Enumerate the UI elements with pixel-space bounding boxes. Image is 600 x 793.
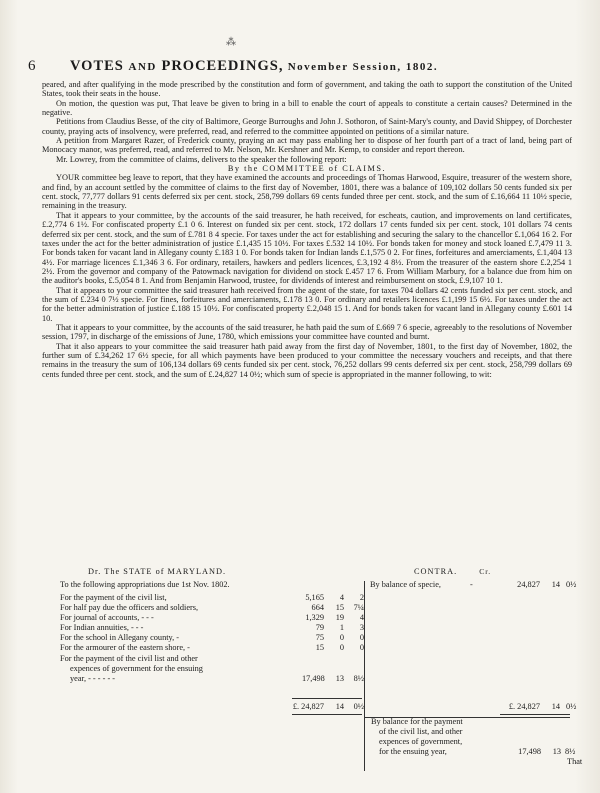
item-label: For Indian annuities, - - - xyxy=(60,623,144,633)
page-number: 6 xyxy=(28,58,37,74)
paragraph-lowrey: Mr. Lowrey, from the committee of claims, delivers to the speaker the following report: xyxy=(56,154,347,164)
running-title xyxy=(70,58,438,75)
item-pence: 4 xyxy=(359,613,364,623)
debit-heading: Dr. The STATE of MARYLAND. xyxy=(88,567,227,576)
item-pence: 0 xyxy=(359,633,364,643)
title-votes: VOTES xyxy=(70,58,129,74)
page-header xyxy=(28,58,580,76)
table-row xyxy=(60,654,360,664)
table-row xyxy=(60,613,364,623)
paragraph-petitions: Petitions from Claudius Besse, of the city of Baltimore, George Burroughs and John J. Sothoron, of Saint-Mary's county, and David Shippey, of Dorchester county, praying acts of insolvency, were preferred, read, and referred to the committee appointed on petitions of a similar nature. xyxy=(42,117,572,136)
catchword: That xyxy=(567,757,583,766)
paragraph-payments: That it also appears to your committee the said treasurer hath paid away from the first day of November, 1801, to the first day of November, 1802, the further sum of £.34,262 17 6½ specie, for all which payments have been produced to your committee the necessary vouchers and receipts, and that there remains in the treasury the sum of 106,134 dollars 69 cents funded six per cent. stock, 76,252 dollars 99 cents deferred six per cent. stock, 258,799 dollars 69 cents funded three per cent. stock, and the sum of £.24,827 14 0½; which sum of specie is appropriated in the manner following, to wit: xyxy=(42,341,572,379)
debit-total-pence: 0½ xyxy=(353,702,364,711)
printer-ornament: ⁂ xyxy=(226,37,236,48)
item-shillings: 0 xyxy=(339,643,344,653)
table-row xyxy=(60,673,364,684)
contra-total-shillings: 14 xyxy=(551,702,560,711)
contra-footer-line: of the civil list, and other xyxy=(379,727,463,737)
debit-total-pounds: £. 24,827 xyxy=(292,702,324,711)
table-row xyxy=(60,643,364,653)
debit-total-shillings: 14 xyxy=(335,702,344,711)
contra-footer-shillings: 13 xyxy=(552,747,561,756)
title-session-month: November xyxy=(283,61,349,73)
item-pounds: 17,498 xyxy=(302,673,325,683)
item-pounds: 664 xyxy=(311,603,324,613)
appropriation-list xyxy=(60,593,364,684)
title-session-year: Session, 1802. xyxy=(348,61,439,73)
item-shillings: 1 xyxy=(339,623,344,633)
item-pence: 7¼ xyxy=(353,603,364,613)
item-pounds: 79 xyxy=(315,623,324,633)
item-label: For journal of accounts, - - - xyxy=(60,613,154,623)
table-row xyxy=(60,593,364,603)
item-label: For the armourer of the eastern shore, - xyxy=(60,643,190,653)
contra-balance-dots: - xyxy=(470,580,473,589)
contra-balance-pence: 0½ xyxy=(566,580,577,589)
item-pence: 0 xyxy=(359,643,364,653)
debit-subheading: To the following appropriations due 1st Nov. 1802. xyxy=(60,580,230,589)
item-shillings: 4 xyxy=(339,593,344,602)
committee-heading: By the COMMITTEE of CLAIMS. xyxy=(227,164,387,174)
contra-footer-line: for the ensuing year, xyxy=(379,747,447,757)
item-shillings: 15 xyxy=(335,603,344,613)
table-row xyxy=(60,623,364,633)
item-pounds: 1,329 xyxy=(305,613,324,623)
item-shillings: 19 xyxy=(335,613,344,623)
item-label: expences of government for the ensuing xyxy=(70,663,203,673)
contra-footer-line: expences of government, xyxy=(379,737,463,747)
account-table xyxy=(42,567,583,787)
contra-footer-pounds: 17,498 xyxy=(518,747,541,756)
paragraph-razer-petition: A petition from Margaret Razer, of Frederick county, praying an act may pass enabling her to dispose of her fourth part of a tract of land, being part of Monocacy manor, was preferred, read, and referred to Mr. Nelson, Mr. Kershner and Mr. Kemp, to consider and report thereon. xyxy=(42,136,572,155)
item-label: For the payment of the civil list and other xyxy=(60,653,198,663)
contra-balance-label: By balance of specie, xyxy=(370,580,441,589)
credit-label: Cr. xyxy=(479,567,492,576)
item-pence: 8½ xyxy=(353,673,364,683)
contra-total-pence: 0½ xyxy=(566,702,577,711)
item-label: year, - - - - - - xyxy=(70,673,116,683)
item-pence: 3 xyxy=(359,623,364,633)
contra-balance-pounds: 24,827 xyxy=(517,580,540,589)
debit-sum-rule xyxy=(292,698,362,699)
debit-total-rule xyxy=(292,714,362,715)
paragraph-agent-receipts: That it appears to your committee the said treasurer hath received from the agent of the state, for taxes 704 dollars 42 cents funded six per cent. stock, and the sum of £.234 0 7½ specie. For fines, forfeitures and amerciaments, £.178 13 0. For ordinary and retailers licences £.1,199 15 6½. For taxes under the act for the better administration of justice £.188 15 10½. For confiscated property £.2,048 15 1. And for bonds taken for vacant land in Allegany county £.601 14 10. xyxy=(42,285,572,323)
title-proceedings: PROCEEDINGS, xyxy=(156,58,284,74)
paragraph-receipts: That it appears to your committee, by the accounts of the said treasurer, he hath received, for escheats, caution, and improvements on land certificates, £.2,774 6 1½. For confiscated property £.1 0 6. Interest on funded six per cent. stock, 172 dollars 17 cents funded six per cent. stock, 101 dollars 74 cents deferred six per cent. stock, and the sum of £.781 8 4 specie. For taxes under the act for establishing and securing the salary to the chancellor £.1,064 16 2. For taxes under the act for the better administration of justice £.1,435 15 10½. For taxes £.532 14 10½. For bonds taken for money and stock loaned £.7,479 11 3. For bonds taken for vacant land in Allegany county £.183 1 0. For bonds taken for Indian lands £.1,575 0 2. For fines, forfeitures and amerciaments, £.1,404 13 4½. For marriage licences £.1,346 3 6. For ordinary, retailers, hawkers and pedlers licences, £.3,192 4 8½. From the treasurer of the eastern shore £.2,254 1 2½. From the governor and company of the Patowmack navigation for dividend on stock £.457 17 6. From William Marbury, for a balance due from him on the auditor's books, £.5,054 8 1. And from Benjamin Harwood, trustee, for dividends of interest and reimbursement on stock, £.9,107 10 1. xyxy=(42,210,572,286)
contra-label: CONTRA. xyxy=(414,567,458,576)
contra-footer-pence: 8½ xyxy=(565,747,576,756)
column-divider xyxy=(364,581,365,771)
item-shillings: 0 xyxy=(339,633,344,643)
item-pounds: 75 xyxy=(315,633,324,643)
contra-heading xyxy=(414,567,491,576)
title-and: AND xyxy=(128,61,157,73)
contra-balance-shillings: 14 xyxy=(551,580,560,589)
contra-footer-line: By balance for the payment xyxy=(371,717,463,726)
item-label: For half pay due the officers and soldiers, xyxy=(60,603,199,613)
debit-total-row xyxy=(60,702,364,714)
item-pence: 2 xyxy=(359,593,364,602)
paragraph-emissions: That it appears to your committee, by the accounts of the said treasurer, he hath paid the sum of £.669 7 6 specie, agreeably to the resolutions of November session, 1797, in discharge of the emissions of June, 1780, which emissions your committee have counted and burnt. xyxy=(42,322,572,342)
item-pounds: 5,165 xyxy=(305,593,324,602)
table-row xyxy=(60,603,364,613)
item-shillings: 13 xyxy=(335,673,344,683)
paragraph-motion: On motion, the question was put, That leave be given to bring in a bill to enable the court of appeals to constitute a certain causes? Determined in the negative. xyxy=(42,98,572,118)
item-label: For the payment of the civil list, xyxy=(60,593,167,602)
contra-footer-text xyxy=(371,717,511,757)
contra-total-pounds: £. 24,827 xyxy=(508,702,540,711)
contra-total-rule xyxy=(500,714,570,715)
contra-total-row xyxy=(370,702,577,714)
paragraph-report-intro: YOUR committee beg leave to report, that they have examined the accounts and proceedings of Thomas Harwood, Esquire, treasurer of the western shore, and find, by an account settled by the committee of claims to the first day of November, 1801, there was a balance of 109,102 dollars 50 cents funded six per cent. stock, 77,777 dollars 91 cents deferred six per cent. stock, 258,799 dollars 69 cents funded three per cent. stock, and the sum of £.16,664 11 10½ specie, remaining in the treasury. xyxy=(42,173,572,211)
item-label: For the school in Allegany county, - xyxy=(60,633,180,643)
paragraph-oath: peared, and after qualifying in the mode prescribed by the constitution and form of government, and taking the oath to support the constitution of the United States, took their seats in the house. xyxy=(42,80,572,99)
item-pounds: 15 xyxy=(315,643,324,653)
table-row xyxy=(60,664,360,674)
table-row xyxy=(60,633,364,643)
body-text xyxy=(42,80,572,379)
